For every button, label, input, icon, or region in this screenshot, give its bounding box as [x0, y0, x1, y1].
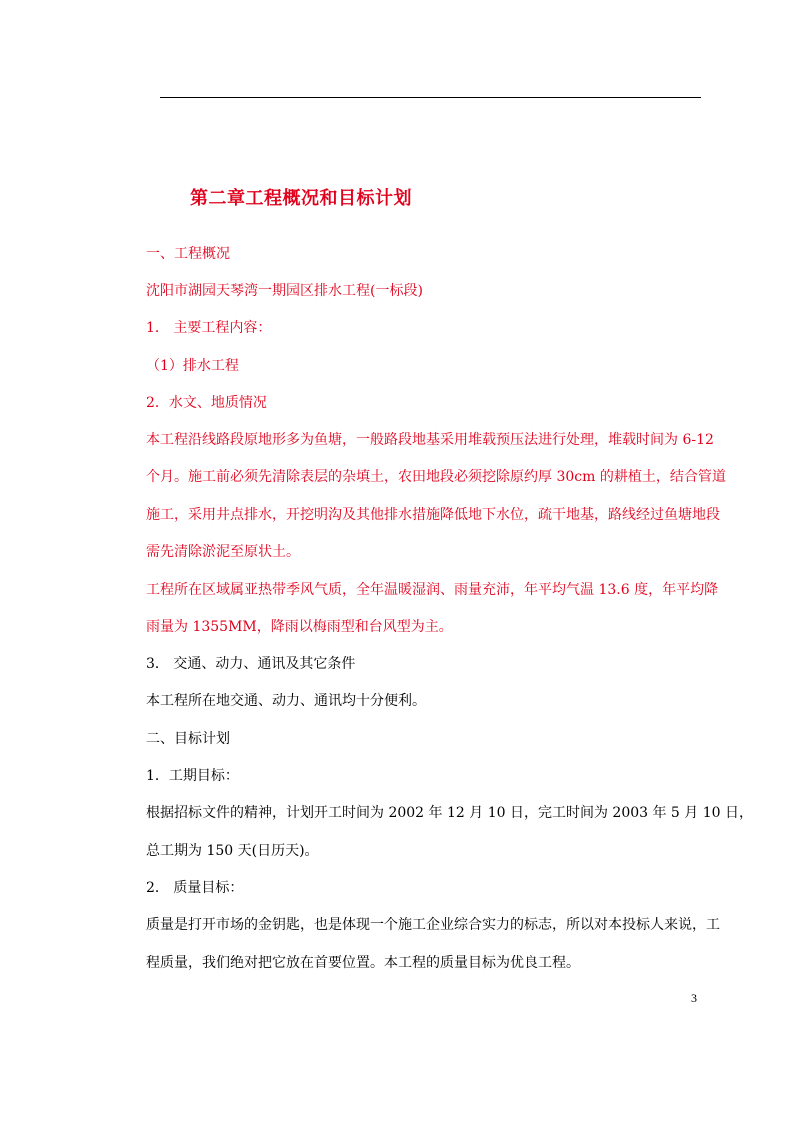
section-heading-overview: 一、工程概况: [146, 246, 230, 262]
paragraph-line: 需先清除淤泥至原状土。: [146, 544, 300, 560]
chapter-title: 第二章工程概况和目标计划: [190, 188, 412, 209]
subheading-quality: 2． 质量目标：: [146, 880, 244, 896]
page-number: 3: [691, 991, 697, 1005]
project-name: 沈阳市湖园天琴湾一期园区排水工程(一标段): [146, 283, 423, 299]
item-drainage: （1）排水工程: [146, 358, 239, 374]
header-rule: [160, 97, 701, 98]
subheading-main-content: 1． 主要工程内容：: [146, 320, 272, 336]
paragraph-line: 质量是打开市场的金钥匙，也是体现一个施工企业综合实力的标志，所以对本投标人来说，工: [146, 917, 720, 933]
paragraph-line: 施工，采用井点排水，开挖明沟及其他排水措施降低地下水位，疏干地基，路线经过鱼塘地段: [146, 507, 720, 523]
subheading-conditions: 3． 交通、动力、通讯及其它条件: [146, 656, 356, 672]
paragraph-line: 根据招标文件的精神，计划开工时间为 2002 年 12 月 10 日，完工时间为 2003 年 5 月 10 日，: [146, 805, 754, 821]
paragraph-line: 总工期为 150 天(日历天)。: [146, 843, 319, 859]
section-heading-targets: 二、目标计划: [146, 731, 230, 747]
paragraph-line: 工程所在区域属亚热带季风气质，全年温暖湿润、雨量充沛，年平均气温 13.6 度，年平均降: [146, 582, 719, 598]
paragraph-line: 雨量为 1355MM，降雨以梅雨型和台风型为主。: [146, 619, 453, 635]
subheading-schedule: 1．工期目标：: [146, 768, 239, 784]
subheading-hydrology: 2．水文、地质情况: [146, 395, 267, 411]
paragraph-line: 个月。施工前必须先清除表层的杂填土，农田地段必须挖除原约厚 30cm 的耕植土，结合管道: [146, 469, 726, 485]
paragraph-line: 本工程所在地交通、动力、通讯均十分便利。: [146, 693, 426, 709]
paragraph-line: 本工程沿线路段原地形多为鱼塘，一般路段地基采用堆载预压法进行处理，堆载时间为 6-12: [146, 432, 714, 448]
paragraph-line: 程质量，我们绝对把它放在首要位置。本工程的质量目标为优良工程。: [146, 955, 580, 971]
